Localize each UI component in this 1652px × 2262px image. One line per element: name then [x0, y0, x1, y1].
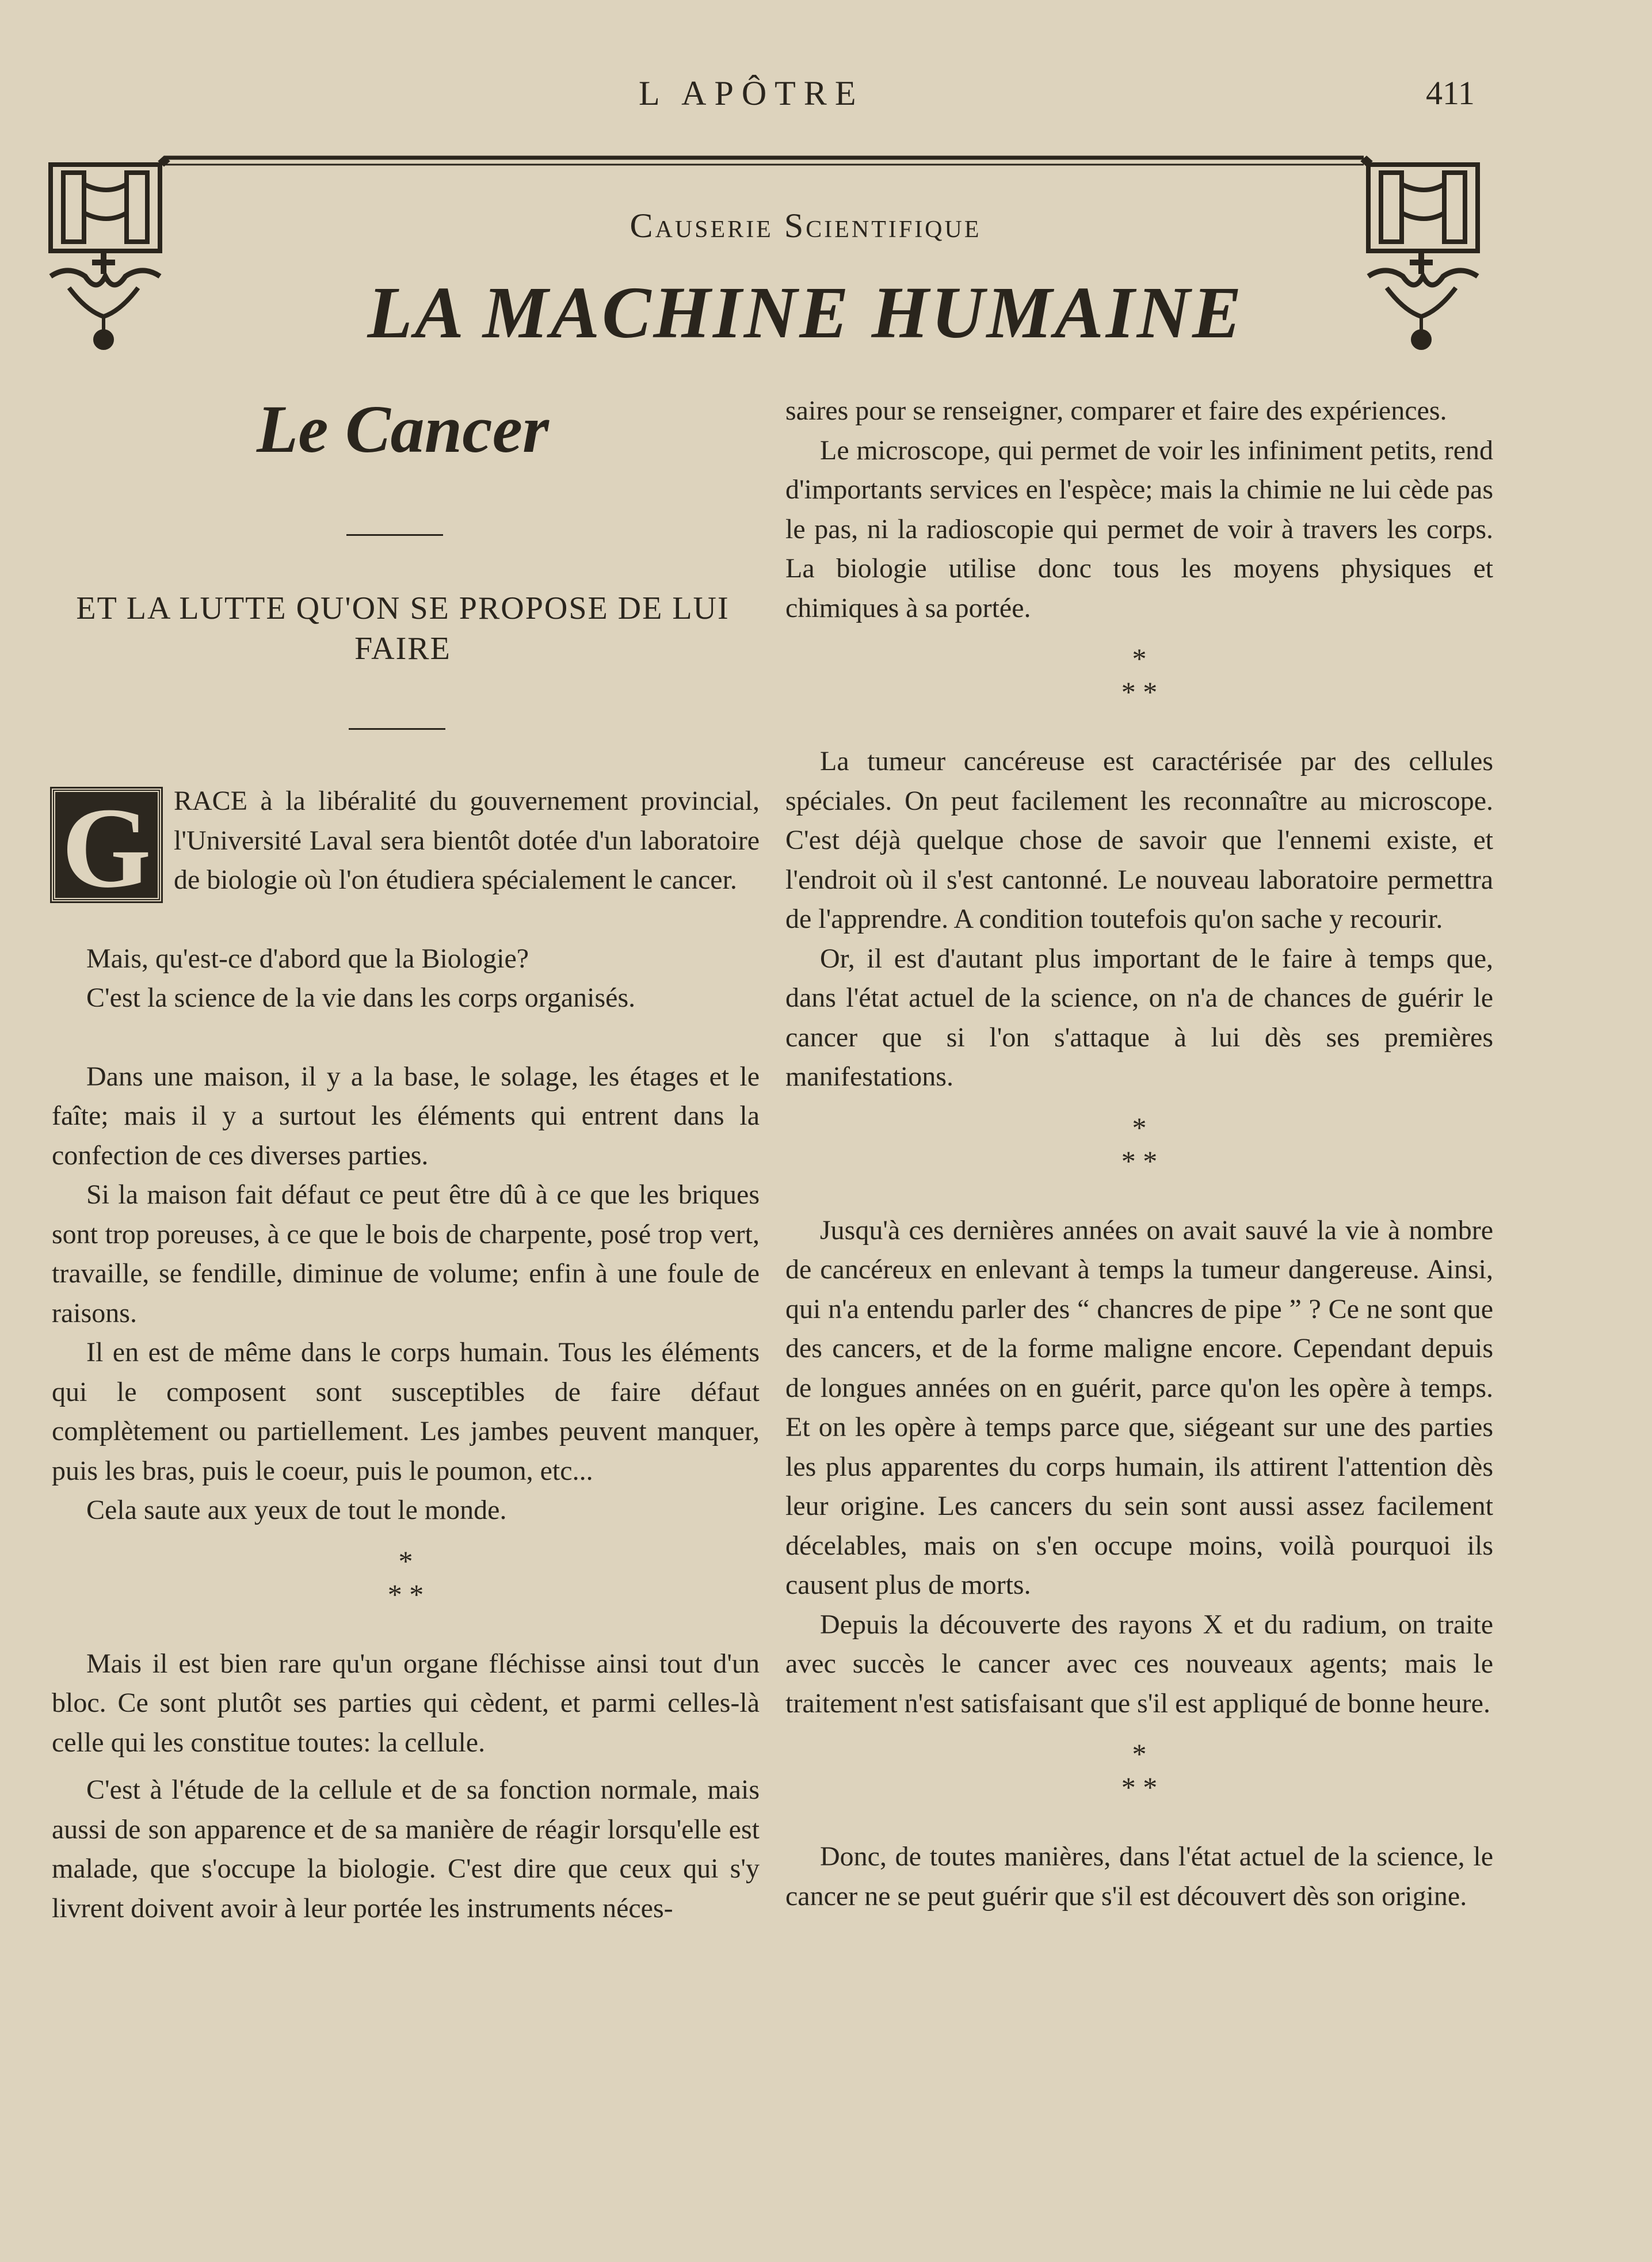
- section-kicker: Causerie Scientifique: [629, 207, 982, 245]
- main-title: LA MACHINE HUMAINE: [367, 272, 1244, 353]
- left-column: [52, 782, 760, 1928]
- paragraph: Cela saute aux yeux de tout le monde.: [86, 1495, 507, 1525]
- paragraph: Depuis la découverte des rayons X et du radium, on traite avec succès le cancer avec ces nouveaux agents; mais le traitement n'est satisfaisant que s'il est appliqué de bonne heure.: [785, 1609, 1493, 1719]
- opening-paragraph: G RACE à la libéralité du gouvernement provincial, l'Université Laval sera bientôt dotée d'un laboratoire de biologie où l'on étudiera spécialement le cancer.: [52, 782, 760, 900]
- right-bracket-ornament: [1368, 165, 1478, 348]
- right-column: [785, 391, 1493, 1916]
- paragraph: C'est la science de la vie dans les corps organisés.: [86, 983, 636, 1013]
- paragraph: Mais il est bien rare qu'un organe fléchisse ainsi tout d'un bloc. Ce sont plutôt ses parties qui cèdent, et parmi celles-là celle qui les constitue toutes: la cellule.: [52, 1648, 760, 1758]
- section-separator: * * *: [1121, 1111, 1158, 1177]
- paragraph: Il en est de même dans le corps humain. Tous les éléments qui le composent sont susceptibles de faire défaut complètement ou partiellement. Les jambes peuvent manquer, puis les bras, puis le coeur, puis le poumon, etc...: [52, 1337, 760, 1486]
- paragraph: Si la maison fait défaut ce peut être dû à ce que les briques sont trop poreuses, à ce que le bois de charpente, posé trop vert, travaille, se fendille, diminue de volume; enfin à une foule de raisons.: [52, 1179, 760, 1328]
- paragraph: Or, il est d'autant plus important de le faire à temps que, dans l'état actuel de la science, on n'a de chances de guérir le cancer que si l'on s'attaque à lui dès ses premières manifestations.: [785, 943, 1493, 1092]
- left-bracket-ornament: [51, 165, 160, 348]
- paragraph: La tumeur cancéreuse est caractérisée par des cellules spéciales. On peut facilement les reconnaître au microscope. C'est déjà quelque chose de savoir que l'ennemi existe, et l'endroit où il s'est cantonné. Le nouveau laboratoire permettra de l'apprendre. A condition toutefois qu'on sache y recourir.: [785, 746, 1493, 934]
- paragraph: Mais, qu'est-ce d'abord que la Biologie?: [86, 943, 529, 974]
- paragraph: C'est à l'étude de la cellule et de sa fonction normale, mais aussi de son apparence et de sa manière de réagir lorsqu'elle est malade, que s'occupe la biologie. C'est dire que ceux qui s'y livrent doivent avoir à leur portée les instruments néces-: [52, 1774, 760, 1924]
- section-separator: * * *: [1121, 642, 1158, 708]
- paragraph: Le microscope, qui permet de voir les infiniment petits, rend d'importants services en l'espèce; mais la chimie ne lui cède pas le pas, ni la radioscopie qui permet de voir à travers les corps. La biologie utilise donc tous les moyens physiques et chimiques à sa portée.: [785, 435, 1493, 623]
- section-separator: * * *: [387, 1544, 424, 1610]
- paragraph: Jusqu'à ces dernières années on avait sauvé la vie à nombre de cancéreux en enlevant à temps la tumeur dangereuse. Ainsi, qui n'a entendu parler des “ chancres de pipe ” ? Ce ne sont que des cancers, et de la forme maligne encore. Cependant depuis de longues années on en guérit, parce qu'on les opère à temps. Et on les opère à temps parce que, siégeant sur une des parties les plus apparentes du corps humain, ils attirent l'attention dès leur origine. Les cancers du sein sont aussi assez facilement décelables, mais on s'en occupe moins, voilà pourquoi ils causent plus de morts.: [785, 1214, 1493, 1600]
- article-subtitle: ET LA LUTTE QU'ON SE PROPOSE DE LUI FAIRE: [76, 591, 730, 667]
- divider-rule: [349, 728, 445, 730]
- section-separator: * * *: [1121, 1738, 1158, 1803]
- page-number: 411: [1426, 74, 1475, 112]
- article-title: Le Cancer: [257, 391, 549, 467]
- paragraph: Donc, de toutes manières, dans l'état actuel de la science, le cancer ne se peut guérir que s'il est découvert dès son origine.: [785, 1841, 1493, 1911]
- paragraph: Dans une maison, il y a la base, le solage, les étages et le faîte; mais il y a surtout les éléments qui entrent dans la confection de ces diverses parties.: [52, 1061, 760, 1171]
- divider-rule: [346, 534, 443, 536]
- drop-cap: G: [52, 789, 161, 901]
- paragraph: saires pour se renseigner, comparer et faire des expériences.: [785, 395, 1447, 426]
- running-title: L APÔTRE: [639, 74, 864, 112]
